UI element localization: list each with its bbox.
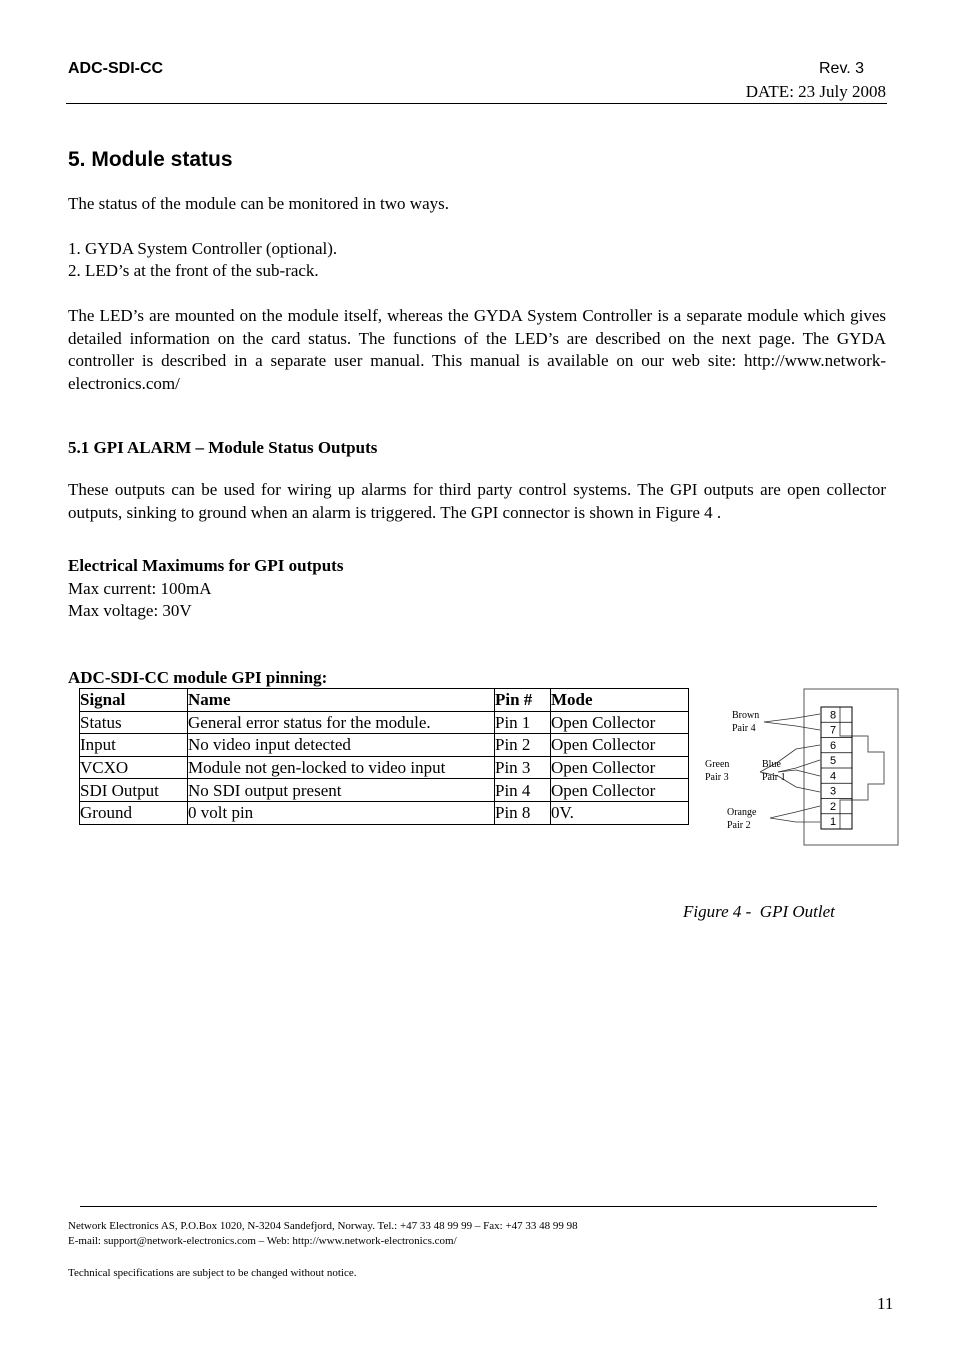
table-row bbox=[80, 801, 689, 824]
table-cell: Pin 4 bbox=[495, 779, 551, 802]
section-intro: The status of the module can be monitored in two ways. bbox=[68, 194, 449, 213]
pin-label: 6 bbox=[829, 740, 837, 752]
footer-notice: Technical specifications are subject to be changed without notice. bbox=[68, 1267, 357, 1279]
header-cell: Signal bbox=[80, 689, 188, 712]
list-item: 2. LED’s at the front of the sub-rack. bbox=[68, 261, 319, 280]
table-row bbox=[80, 734, 689, 757]
wire-label-pair2: Pair 2 bbox=[727, 820, 751, 831]
table-row bbox=[80, 756, 689, 779]
wire-label-orange: Orange bbox=[727, 807, 757, 818]
table-cell: Pin 3 bbox=[495, 756, 551, 779]
max-current: Max current: 100mA bbox=[68, 579, 212, 598]
table-row bbox=[80, 711, 689, 734]
table-cell: Open Collector bbox=[551, 779, 689, 802]
pin-label: 4 bbox=[829, 770, 837, 783]
figure-caption: Figure 4 - GPI Outlet bbox=[683, 902, 835, 921]
wire-label-pair4: Pair 4 bbox=[732, 723, 756, 734]
pin-label: 8 bbox=[829, 709, 837, 722]
wire-label-brown: Brown bbox=[732, 710, 760, 721]
section-paragraph: The LED’s are mounted on the module itself, whereas the GYDA System Controller is a separate module which gives detailed information on the card status. The functions of the LED’s are described on the next page. The GYDA controller is described in a separate user manual. This manual is available on our web site: http://www.network-electronics.com/ bbox=[68, 306, 886, 393]
wire-label-green: Green bbox=[705, 759, 730, 770]
table-cell: Open Collector bbox=[551, 756, 689, 779]
doc-date: DATE: 23 July 2008 bbox=[745, 82, 886, 101]
header-cell: Name bbox=[188, 689, 495, 712]
subsection-title: 5.1 GPI ALARM – Module Status Outputs bbox=[68, 438, 378, 457]
pinning-title: ADC-SDI-CC module GPI pinning: bbox=[68, 668, 328, 687]
table-cell: Pin 1 bbox=[495, 711, 551, 734]
table-cell: Status bbox=[80, 711, 188, 734]
footer-address: Network Electronics AS, P.O.Box 1020, N-3204 Sandefjord, Norway. Tel.: +47 33 48 99 99 – Fax: +47 33 48 99 98 bbox=[68, 1220, 578, 1232]
table-cell: 0V. bbox=[551, 801, 689, 824]
subsection-paragraph: These outputs can be used for wiring up alarms for third party control systems. The GPI outputs are open collector outputs, sinking to ground when an alarm is triggered. The GPI connector is shown in Figure 4 . bbox=[68, 480, 886, 522]
table-cell: No SDI output present bbox=[188, 779, 495, 802]
max-title: Electrical Maximums for GPI outputs bbox=[68, 556, 344, 575]
pin-label: 1 bbox=[829, 816, 837, 829]
list-item: 1. GYDA System Controller (optional). bbox=[68, 239, 338, 258]
table-row bbox=[80, 779, 689, 802]
table-cell: General error status for the module. bbox=[188, 711, 495, 734]
wire-label-pair3: Pair 3 bbox=[705, 772, 729, 783]
gpi-outlet-diagram bbox=[700, 688, 900, 848]
section-title: 5. Module status bbox=[68, 148, 233, 171]
pin-label: 7 bbox=[829, 724, 837, 737]
table-cell: Open Collector bbox=[551, 734, 689, 757]
table-cell: No video input detected bbox=[188, 734, 495, 757]
wire-label-pair1: Pair 1 bbox=[762, 772, 786, 783]
revision: Rev. 3 bbox=[819, 60, 865, 77]
table-cell: SDI Output bbox=[80, 779, 188, 802]
doc-id: ADC-SDI-CC bbox=[68, 60, 164, 77]
footer-divider bbox=[80, 1206, 877, 1207]
header-cell: Pin # bbox=[495, 689, 551, 712]
table-cell: Input bbox=[80, 734, 188, 757]
table-header-row bbox=[80, 689, 689, 712]
footer-contact: E-mail: support@network-electronics.com – Web: http://www.network-electronics.com/ bbox=[68, 1235, 457, 1247]
page-number: 11 bbox=[877, 1294, 894, 1313]
pin-label: 2 bbox=[829, 801, 837, 813]
table-cell: Pin 8 bbox=[495, 801, 551, 824]
header-divider bbox=[66, 103, 887, 104]
pin-label: 3 bbox=[829, 785, 837, 798]
gpi-pinning-table bbox=[79, 688, 689, 825]
table-cell: VCXO bbox=[80, 756, 188, 779]
pin-label: 5 bbox=[829, 755, 837, 768]
table-cell: 0 volt pin bbox=[188, 801, 495, 824]
max-voltage: Max voltage: 30V bbox=[68, 601, 192, 620]
wire-label-blue: Blue bbox=[762, 759, 781, 770]
table-cell: Pin 2 bbox=[495, 734, 551, 757]
header-cell: Mode bbox=[551, 689, 689, 712]
table-cell: Ground bbox=[80, 801, 188, 824]
table-cell: Module not gen-locked to video input bbox=[188, 756, 495, 779]
table-cell: Open Collector bbox=[551, 711, 689, 734]
